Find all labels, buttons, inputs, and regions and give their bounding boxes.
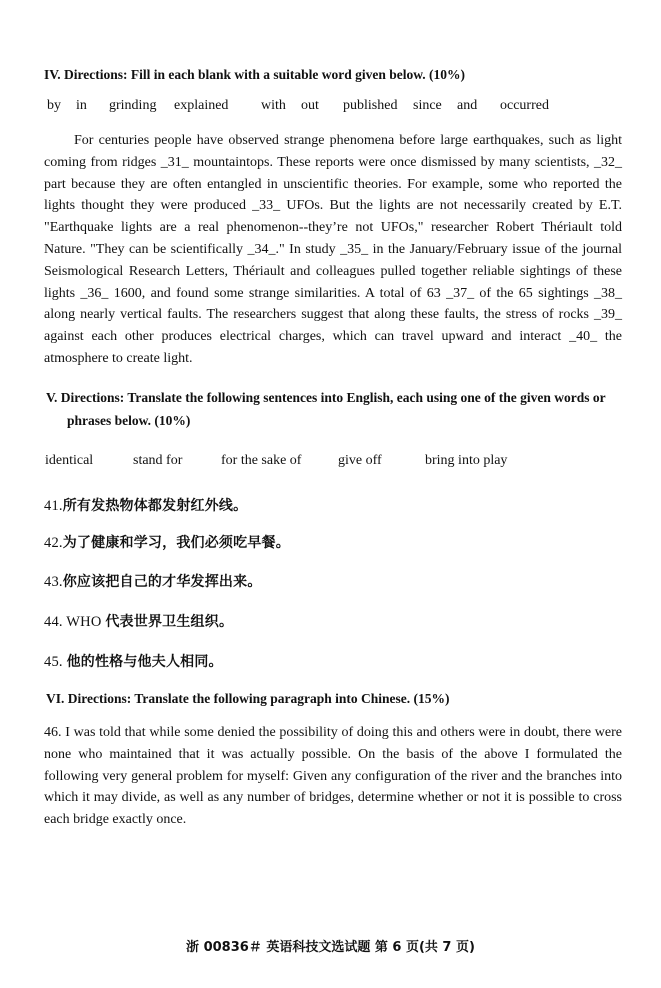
sentence-42: [44, 532, 290, 552]
word-bank-item: grinding: [109, 98, 157, 113]
sentence-41: [44, 495, 247, 515]
section-6-paragraph: 46. I was told that while some denied the possibility of doing this and others were in doubt, there were none who maintained that it was actually possible. On the basis of the above I formulated the following very general problem for myself: Given any configuration of the river and the branches into which it may divide, as well as any number of bridges, determine whether or not it is possible to cross each bridge exactly once.: [44, 725, 622, 828]
word-bank-item: occurred: [500, 98, 549, 113]
sentence-number: 43.: [44, 574, 63, 590]
sentence-44: [44, 611, 233, 631]
word-bank-item: with: [261, 98, 286, 113]
sentence-text: 你应该把自己的才华发挥出来。: [62, 574, 262, 590]
sentence-text: 为了健康和学习，我们必须吃早餐。: [62, 535, 290, 551]
word-bank-item: in: [76, 98, 87, 113]
section-4-passage: For centuries people have observed strange phenomena before large earthquakes, such as light coming from ridges _31_ mountaintops. These reports were once dismissed by many scientists, _32_ part because they are often entangled in unscientific theories. For example, some who reported the lights thought they were produced _33_ UFOs. But the lights are not necessarily created by E.T. "Earthquake lights are a real phenomenon--they’re not UFOs," researcher Robert Thériault told Nature. "They can be scientifically _34_." In study _35_ in the January/February issue of the journal Seismological Research Letters, Thériault and colleagues pulled together reliable sightings of these lights _36_ 1600, and found some strange similarities. A total of 63 _37_ of the 65 sightings _38_ along nearly vertical faults. The researchers suggest that along these faults, the stress of rocks _39_ against each other produces electrical charges, which can travel upward and interact _40_ the atmosphere to create light.: [44, 133, 622, 366]
section-5-heading: [46, 386, 626, 432]
sentence-43: [44, 571, 262, 591]
word-bank-item: and: [457, 98, 478, 113]
section-5-word-bank: [0, 453, 661, 473]
section-4-word-bank: [0, 98, 661, 118]
sentence-number: 44. WHO: [44, 614, 106, 630]
word-bank-item: out: [301, 98, 319, 113]
word-bank-item: identical: [45, 453, 94, 468]
word-bank-item: by: [47, 98, 61, 113]
word-bank-item: for the sake of: [221, 453, 302, 468]
sentence-number: 45.: [44, 654, 67, 670]
section-6-heading: VI. Directions: Translate the following paragraph into Chinese. (15%): [46, 691, 450, 706]
word-bank-item: published: [343, 98, 398, 113]
word-bank-item: stand for: [133, 453, 183, 468]
sentence-text: 代表世界卫生组织。: [105, 614, 234, 630]
word-bank-item: explained: [174, 98, 229, 113]
word-bank-item: give off: [338, 453, 382, 468]
sentence-number: 41.: [44, 498, 63, 514]
word-bank-item: bring into play: [425, 453, 508, 468]
sentence-number: 42.: [44, 535, 63, 551]
sentence-text: 所有发热物体都发射红外线。: [62, 498, 248, 514]
word-bank-item: since: [413, 98, 442, 113]
sentence-text: 他的性格与他夫人相同。: [66, 654, 223, 670]
sentence-45: [44, 651, 223, 671]
page-footer: 浙 00836＃ 英语科技文选试题 第 6 页(共 7 页): [186, 940, 475, 955]
section-5-heading-text: V. Directions: Translate the following sentences into English, each using one of the given words or phrases below. (10%): [46, 390, 606, 428]
section-4-heading: IV. Directions: Fill in each blank with a suitable word given below. (10%): [44, 67, 466, 82]
